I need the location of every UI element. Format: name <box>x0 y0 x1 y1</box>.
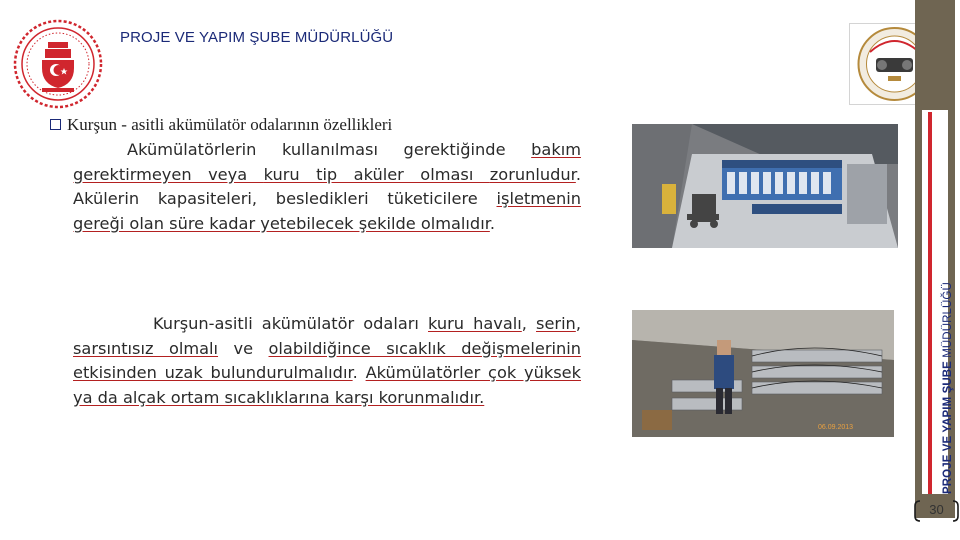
para2-text-2: kuru havalı <box>428 314 522 333</box>
sidebar-vertical-title <box>942 282 954 494</box>
battery-room-rendering-image <box>632 124 898 248</box>
para2-text-1: Kurşun-asitli akümülatör odaları <box>153 314 428 333</box>
para2-text-8: olabildiğince sıcaklık değişmelerinin etkisinden uzak bulundurulmalıdır <box>73 338 581 382</box>
para2-text-7: ve <box>218 338 269 358</box>
page-title: PROJE VE YAPIM ŞUBE MÜDÜRLÜĞÜ <box>120 29 394 46</box>
para2-text-9: . <box>352 363 366 382</box>
page-number-wrapper <box>914 500 959 522</box>
battery-room-photo-image <box>632 310 894 437</box>
para1-text-6: . Akülerin kapasiteleri, besledikleri tüketicilere <box>73 164 581 208</box>
photo-timestamp: 06.09.2013 <box>818 424 854 431</box>
sidebar-title-bold: PROJE VE YAPIM ŞUBE <box>942 361 954 494</box>
checkbox-bullet-icon <box>50 119 61 130</box>
para1-text-8: . <box>489 213 496 233</box>
para2-text-4: serin <box>536 314 576 333</box>
para1-text-2: bakım gerektirmeyen veya <box>73 140 581 184</box>
para2-text-3: , <box>521 314 537 333</box>
sidebar-accent-line <box>928 112 932 494</box>
para1-text-7: işletmenin gereği olan süre kadar yetebilecek şekilde olmalıdır <box>73 189 581 233</box>
bullet-heading-text: Kurşun - asitli akümülatör odalarının özellikleri <box>67 115 393 134</box>
paragraph-room-conditions <box>73 312 581 410</box>
paragraph-battery-requirements <box>73 138 581 236</box>
ministry-seal-logo <box>12 18 104 110</box>
page-number: 30 <box>929 502 944 517</box>
para1-text-1: Akümülatörlerin kullanılması gerektiğinde <box>127 140 506 159</box>
bullet-heading <box>50 115 392 135</box>
sidebar-title-normal: MÜDÜRLÜĞÜ <box>942 282 954 362</box>
para1-text-4: kuru tip aküler olması <box>263 164 490 184</box>
para1-text-5: zorunludur <box>489 164 576 184</box>
para2-text-10: Akümülatörler çok yüksek ya da alçak ortam sıcaklıklarına karşı korunmalıdır. <box>73 363 581 407</box>
para2-text-5: , <box>575 314 581 333</box>
para2-text-6: sarsıntısız olmalı <box>73 338 219 358</box>
